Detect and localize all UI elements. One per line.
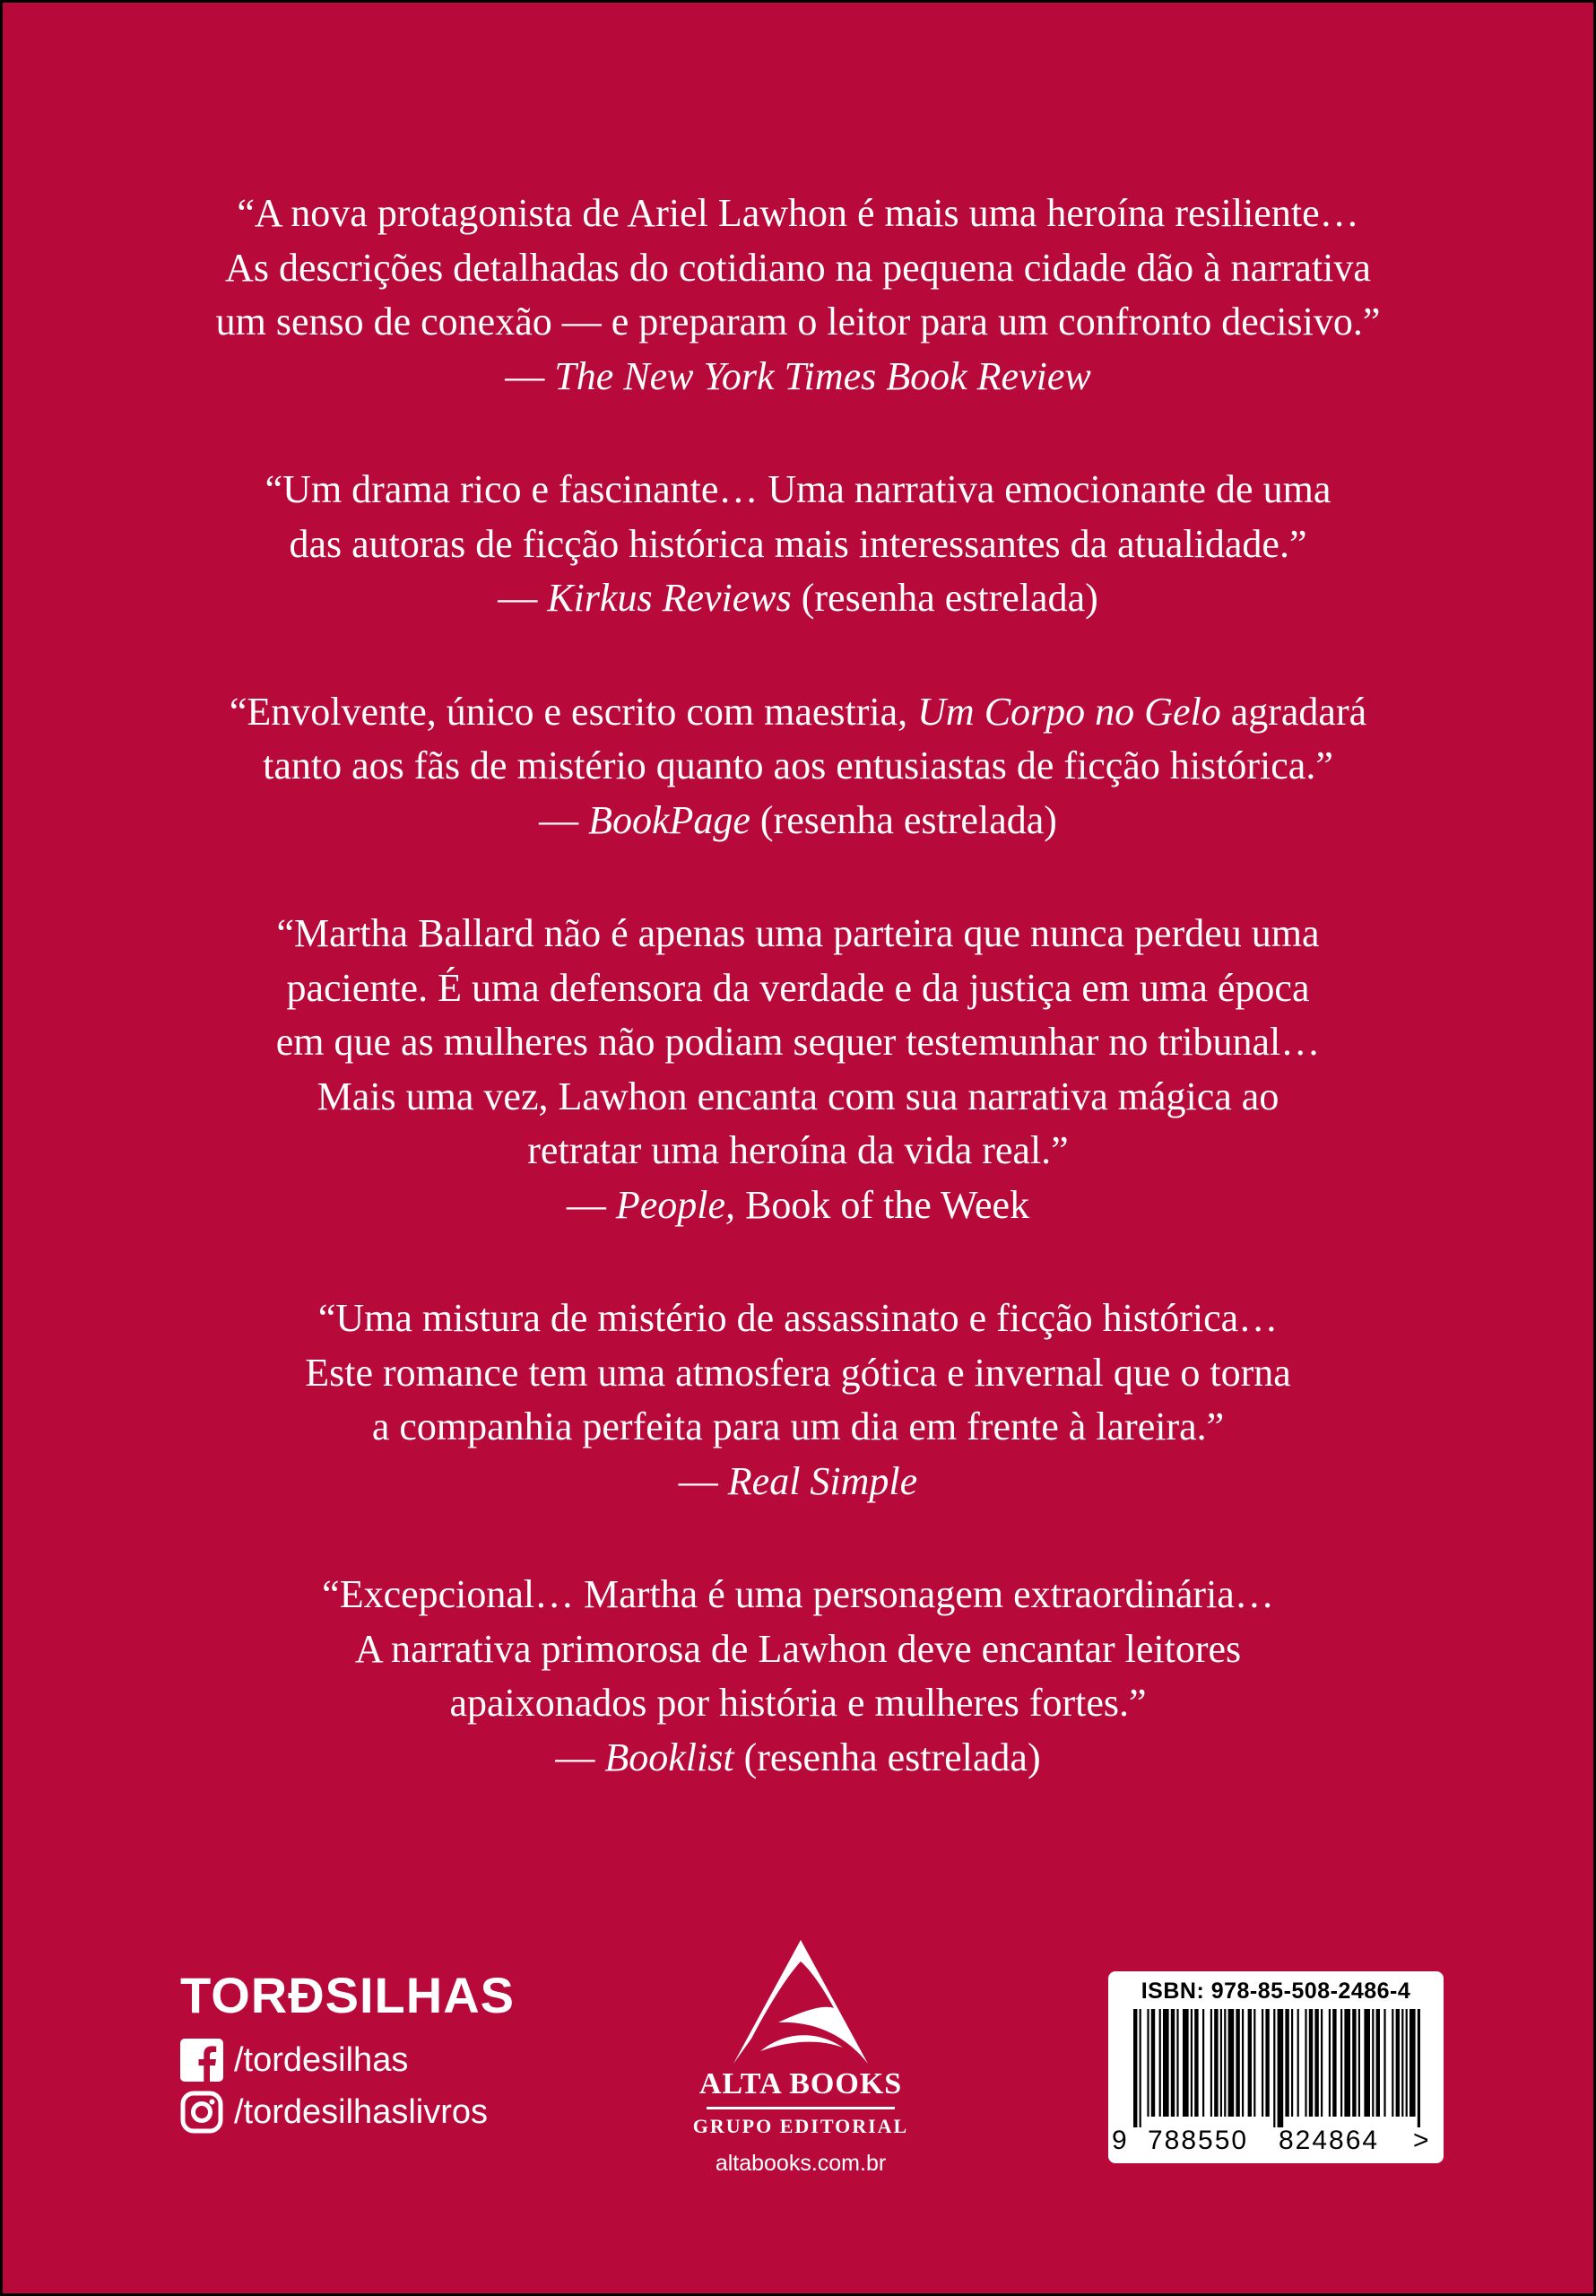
quote-attribution [3, 571, 1593, 626]
barcode-bar [1406, 2009, 1408, 2117]
attribution-source: People, [615, 1182, 736, 1227]
barcode-bar [1242, 2009, 1244, 2117]
barcode-bar [1273, 2009, 1275, 2127]
attribution-source: Real Simple [727, 1458, 918, 1503]
ean-left-group: 788550 [1148, 2126, 1249, 2155]
quote-line: “Excepcional… Martha é uma personagem extraordinária… [322, 1572, 1274, 1616]
attribution-dash: — [555, 1735, 605, 1779]
attribution-dash: — [505, 353, 555, 398]
alta-books-block [666, 1940, 935, 2177]
barcode-bar [1140, 2009, 1141, 2127]
isbn-label: ISBN: 978-85-508-2486-4 [1141, 1979, 1411, 2004]
quote-line [3, 685, 1593, 740]
attribution-note: (resenha estrelada) [791, 576, 1098, 620]
barcode-bar [1191, 2009, 1193, 2117]
quote-attribution [3, 1178, 1593, 1233]
barcode-bar [1372, 2009, 1374, 2117]
quote-nyt [3, 187, 1593, 404]
quote-bookpage [3, 685, 1593, 848]
barcode-bar [1194, 2009, 1198, 2117]
barcode-bar [1159, 2009, 1161, 2117]
quote-line: “Martha Ballard não é apenas uma parteira que nunca perdeu uma [276, 911, 1320, 955]
quote-line: Este romance tem uma atmosfera gótica e invernal que o torna [305, 1350, 1291, 1395]
alta-books-url[interactable]: altabooks.com.br [715, 2151, 887, 2176]
barcode-bar [1278, 2009, 1284, 2127]
barcode-bar [1214, 2009, 1218, 2117]
attribution-dash: — [539, 797, 589, 842]
barcode-bar [1265, 2009, 1269, 2117]
instagram-handle: /tordesilhaslivros [234, 2092, 488, 2131]
barcode-bar [1332, 2009, 1336, 2117]
barcode-bar [1163, 2009, 1169, 2117]
isbn-barcode-box [1108, 1971, 1444, 2163]
quote-line: “A nova protagonista de Ariel Lawhon é mais uma heroína resiliente… [237, 191, 1359, 235]
barcode-bar [1358, 2009, 1360, 2117]
quote-text: “Envolvente, único e escrito com maestria, [229, 689, 918, 734]
quote-line: “Um drama rico e fascinante… Uma narrativa emocionante de uma [265, 467, 1331, 511]
publisher-block [180, 1969, 515, 2139]
quote-attribution [3, 794, 1593, 848]
barcode-bar [1344, 2009, 1350, 2117]
tordesilhas-logo: TORĐSILHAS [180, 1967, 515, 2023]
quote-line: Mais uma vez, Lawhon encanta com sua narrativa mágica ao [317, 1074, 1279, 1118]
attribution-note: Book of the Week [735, 1182, 1030, 1227]
attribution-dash: — [566, 1182, 616, 1227]
quote-line: tanto aos fãs de mistério quanto aos entusiastas de ficção histórica.” [263, 744, 1333, 787]
barcode-bar [1352, 2009, 1356, 2117]
ean-right-group: 824864 [1279, 2126, 1380, 2155]
quote-line: paciente. É uma defensora da verdade e da justiça em uma época [286, 965, 1310, 1010]
barcode-bar [1314, 2009, 1318, 2117]
barcode-bar [1392, 2009, 1393, 2117]
facebook-handle: /tordesilhas [234, 2040, 409, 2079]
barcode-bar [1183, 2009, 1189, 2117]
barcode-bar [1364, 2009, 1370, 2117]
barcode-bar [1228, 2009, 1235, 2117]
quote-line: “Uma mistura de mistério de assassinato e ficção histórica… [317, 1296, 1279, 1340]
quote-line: As descrições detalhadas do cotidiano na pequena cidade dão à narrativa [225, 245, 1371, 290]
barcode-bar [1383, 2009, 1385, 2117]
back-cover [3, 3, 1593, 2293]
alta-books-logo-icon [733, 1940, 868, 2066]
instagram-icon [180, 2091, 223, 2134]
barcode-bar [1340, 2009, 1342, 2117]
attribution-source: BookPage [588, 797, 750, 842]
barcode-bar [1171, 2009, 1175, 2117]
instagram-link[interactable] [180, 2087, 515, 2137]
attribution-source: The New York Times Book Review [554, 353, 1091, 398]
quote-line: A narrativa primorosa de Lawhon deve encantar leitores [354, 1626, 1242, 1671]
barcode-bar [1151, 2009, 1155, 2117]
quote-real-simple [3, 1292, 1593, 1509]
barcode-bar [1202, 2009, 1204, 2117]
barcode-bar [1309, 2009, 1313, 2117]
quote-booklist [3, 1568, 1593, 1785]
quote-line: um senso de conexão — e preparam o leitor para um confronto decisivo.” [215, 300, 1381, 344]
quote-line: em que as mulheres não podiam sequer testemunhar no tribunal… [275, 1020, 1321, 1064]
attribution-dash: — [498, 576, 548, 620]
attribution-dash: — [678, 1458, 728, 1503]
barcode-bar [1147, 2009, 1149, 2117]
attribution-source: Kirkus Reviews [547, 576, 792, 620]
quote-line: das autoras de ficção histórica mais interessantes da atualidade.” [289, 521, 1307, 566]
alta-books-subtitle: GRUPO EDITORIAL [692, 2115, 909, 2137]
barcode-bar [1220, 2009, 1222, 2117]
quote-attribution [3, 1455, 1593, 1509]
barcode-bar [1285, 2009, 1288, 2117]
book-title: Um Corpo no Gelo [917, 689, 1221, 734]
barcode-bar [1253, 2009, 1255, 2117]
attribution-note: (resenha estrelada) [733, 1735, 1041, 1779]
barcode-bar [1133, 2009, 1137, 2127]
barcode-bar [1321, 2009, 1323, 2117]
quotes-section [3, 187, 1593, 1844]
facebook-icon [180, 2039, 223, 2082]
quote-kirkus [3, 463, 1593, 626]
ean-first-digit: 9 [1112, 2126, 1127, 2155]
barcode-bar [1329, 2009, 1331, 2117]
barcode-bar [1376, 2009, 1380, 2117]
alta-books-name: ALTA BOOKS [698, 2067, 903, 2100]
barcode-bar [1262, 2009, 1263, 2117]
barcode-bar [1210, 2009, 1212, 2117]
barcode-bar [1396, 2009, 1400, 2117]
ean-end-mark: > [1413, 2126, 1429, 2155]
barcode-bar [1418, 2009, 1420, 2127]
alta-divider [707, 2107, 895, 2109]
quote-attribution [3, 350, 1593, 404]
barcode-bar [1176, 2009, 1178, 2117]
attribution-source: Booklist [604, 1735, 734, 1779]
quote-attribution [3, 1731, 1593, 1786]
attribution-note: (resenha estrelada) [750, 797, 1057, 842]
barcode-bar [1291, 2009, 1293, 2117]
barcode-bar [1297, 2009, 1299, 2117]
barcode-bar [1305, 2009, 1306, 2117]
barcode-bar [1236, 2009, 1239, 2117]
barcode-bar [1224, 2009, 1226, 2117]
quote-line: apaixonados por história e mulheres fortes.” [449, 1681, 1147, 1725]
barcode-bar [1248, 2009, 1252, 2117]
quote-people [3, 907, 1593, 1232]
barcode-bar [1410, 2009, 1416, 2117]
facebook-link[interactable] [180, 2035, 515, 2085]
barcode-icon [1133, 2009, 1420, 2127]
quote-text: agradará [1220, 689, 1367, 734]
quote-line: a companhia perfeita para um dia em frente à lareira.” [371, 1405, 1225, 1448]
quote-line: retratar uma heroína da vida real.” [527, 1128, 1069, 1172]
barcode-bar [1401, 2009, 1403, 2117]
